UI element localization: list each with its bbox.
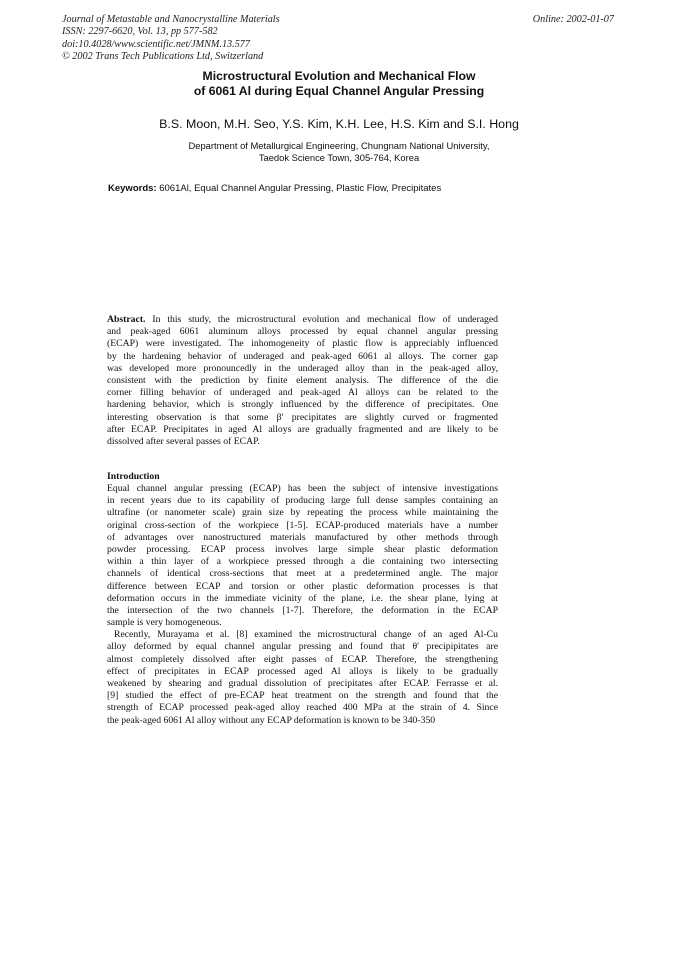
introduction-line: weakened by shearing and gradual dissolution of precipitates after ECAP. Ferrasse et al.	[107, 678, 498, 689]
introduction-line: effect of precipitates in ECAP processed aged Al alloys is likely to be gradually	[107, 665, 498, 677]
journal-doi: doi:10.4028/www.scientific.net/JMNM.13.577	[62, 38, 250, 50]
abstract-line: corner filling behavior of underaged and peak-aged Al alloys can be related to the	[107, 387, 498, 399]
abstract-line	[107, 314, 498, 326]
title-line: Microstructural Evolution and Mechanical Flow	[202, 69, 476, 83]
introduction-heading: Introduction	[107, 471, 160, 482]
introduction-body	[107, 483, 498, 727]
journal-info	[62, 14, 280, 64]
introduction-line: Recently, Murayama et al. [8] examined the microstructural change of an aged Al-Cu	[114, 629, 498, 641]
affiliation-line: Department of Metallurgical Engineering, Chungnam National University,	[188, 140, 490, 151]
introduction-line: original cross-section of the workpiece [1-5]. ECAP-produced materials have a number	[107, 519, 498, 531]
keywords-label: Keywords:	[108, 183, 157, 194]
abstract-line: by the hardening behavior of underaged and peak-aged 6061 al alloys. The corner gap	[107, 350, 498, 362]
introduction-line: [9] studied the effect of pre-ECAP heat treatment on the strength and found that the	[107, 690, 498, 702]
abstract-first-line: In this study, the microstructural evolution and mechanical flow of underaged	[145, 314, 498, 325]
introduction-section	[107, 471, 498, 483]
abstract-line: dissolved after several passes of ECAP.	[107, 435, 260, 447]
journal-copyright: © 2002 Trans Tech Publications Ltd, Switzerland	[62, 51, 264, 63]
abstract-line: (ECAP) were investigated. The inhomogeneity of plastic flow is appreciably influenced	[107, 338, 498, 350]
abstract-line: was developed more pronouncedly in the underaged alloy than in the peak-aged alloy,	[107, 362, 498, 374]
introduction-line: of advantages over nanostructured materials manufactured by other methods through	[107, 531, 498, 543]
affiliation	[0, 140, 678, 164]
introduction-line: the peak-aged 6061 Al alloy without any ECAP deformation is known to be 340-350	[107, 714, 436, 726]
abstract	[107, 314, 498, 448]
author-list: B.S. Moon, M.H. Seo, Y.S. Kim, K.H. Lee, H.S. Kim and S.I. Hong	[159, 117, 519, 131]
introduction-line: sample is very homogeneous.	[107, 617, 222, 629]
introduction-line: almost completely dissolved after eight passes of ECAP. Therefore, the strengthening	[107, 653, 498, 665]
online-date: Online: 2002-01-07	[532, 14, 614, 25]
affiliation-line: Taedok Science Town, 305-764, Korea	[258, 152, 420, 163]
abstract-line: and peak-aged 6061 aluminum alloys processed by equal channel angular pressing	[107, 326, 498, 338]
paper-title	[0, 69, 678, 99]
keywords	[108, 183, 441, 194]
introduction-line: powder processing. ECAP process involves large simple shear plastic deformation	[107, 543, 498, 555]
abstract-line: after ECAP. Precipitates in aged Al alloys are gradually fragmented and are likely to be	[107, 423, 498, 435]
introduction-line: the intersection of the two channels [1-7]. Therefore, the deformation in the ECAP	[107, 604, 498, 616]
introduction-line: difference between ECAP and torsion or other plastic deformation processes is that	[107, 580, 498, 592]
abstract-label: Abstract.	[107, 314, 146, 325]
abstract-line: consistent with the prediction by finite element analysis. The difference of the die	[107, 374, 498, 386]
introduction-line: deformation occurs in the immediate vicinity of the plane, i.e. the shear plane, lying at	[107, 592, 498, 604]
introduction-line: channels of identical cross-sections that meet at a predetermined angle. The major	[107, 568, 498, 580]
introduction-line: in recent years due to its capability of producing large full dense samples containing an	[107, 495, 498, 507]
introduction-line: Equal channel angular pressing (ECAP) has been the subject of intensive investigations	[107, 483, 498, 494]
keywords-text: 6061Al, Equal Channel Angular Pressing, Plastic Flow, Precipitates	[156, 183, 442, 194]
journal-name: Journal of Metastable and Nanocrystalline Materials	[62, 14, 280, 25]
journal-issn: ISSN: 2297-6620, Vol. 13, pp 577-582	[62, 26, 218, 38]
introduction-line: ultrafine (or nanometer scale) grain size by repeating the process while maintaining the	[107, 507, 498, 519]
introduction-line: alloy deformed by equal channel angular pressing and found that θ' precipipitates are	[107, 641, 498, 653]
introduction-line: strength of ECAP processed peak-aged alloy reached 400 MPa at the strain of 4. Since	[107, 702, 498, 714]
abstract-line: interesting observation is that some β' precipitates are slightly curved or fragmented	[107, 411, 498, 423]
title-line: of 6061 Al during Equal Channel Angular Pressing	[193, 84, 485, 98]
introduction-line: within a thin layer of a workpiece pressed through a die containing two intersecting	[107, 556, 498, 568]
abstract-line: hardening behavior, which is strongly influenced by the difference of precipitates. One	[107, 399, 498, 411]
